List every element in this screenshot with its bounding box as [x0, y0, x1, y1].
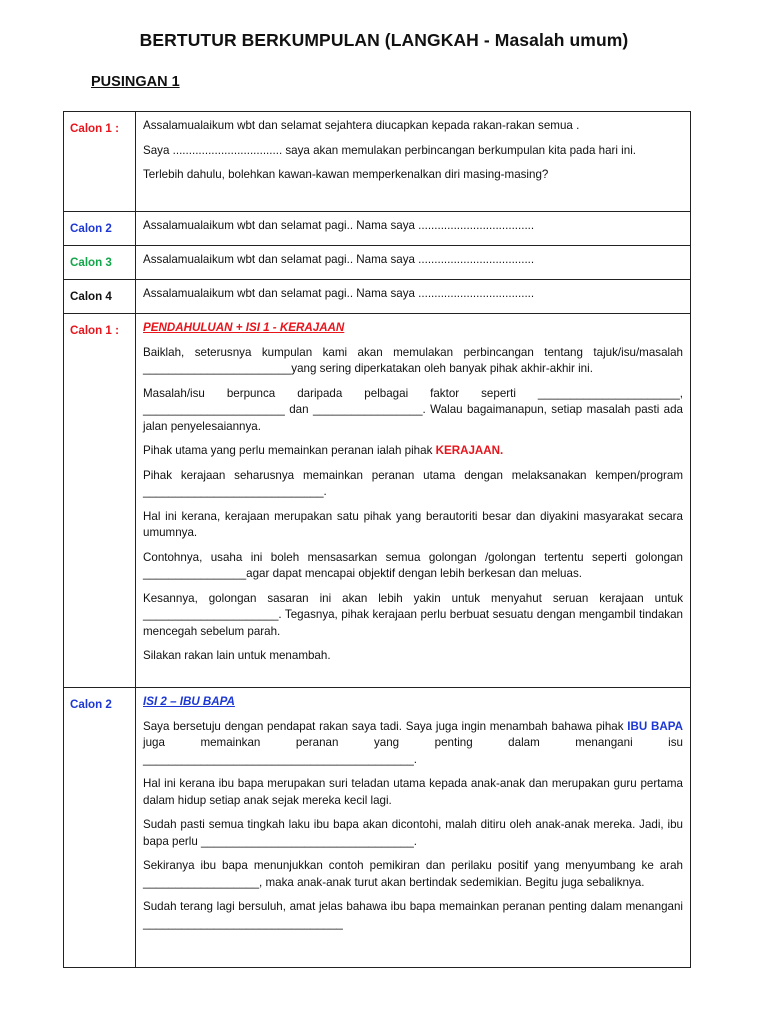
section-heading: ISI 2 – IBU BAPA — [143, 695, 235, 708]
speaker-cell: Calon 3 — [64, 246, 136, 280]
speaker-cell: Calon 2 — [64, 212, 136, 246]
script-paragraph: Assalamualaikum wbt dan selamat pagi.. Nama saya .................................... — [143, 253, 535, 266]
script-paragraph: Assalamualaikum wbt dan selamat sejahtera diucapkan kepada rakan-rakan semua . — [143, 119, 580, 132]
script-paragraph: Terlebih dahulu, bolehkan kawan-kawan memperkenalkan diri masing-masing? — [143, 168, 549, 181]
script-paragraph: Masalah/isu berpunca daripada pelbagai faktor seperti ______________________, ______________________ dan _________________. Walau bagaimanapun, setiap masalah pasti ada jalan penyelesaiannya. — [143, 386, 683, 433]
table-row — [64, 314, 691, 688]
speaker-cell: Calon 1 : — [64, 112, 136, 212]
script-paragraph: Sekiranya ibu bapa menunjukkan contoh pemikiran dan perilaku positif yang menyumbang ke arah __________________, maka anak-anak turut akan bertindak sedemikian. Begitu juga sebaliknya. — [143, 859, 683, 889]
script-paragraph: Assalamualaikum wbt dan selamat pagi.. Nama saya .................................... — [143, 287, 535, 300]
round-heading: PUSINGAN 1 — [91, 74, 180, 90]
table-row — [64, 280, 691, 314]
script-paragraph: Assalamualaikum wbt dan selamat pagi.. Nama saya .................................... — [143, 219, 535, 232]
script-paragraph: Kesannya, golongan sasaran ini akan lebih yakin untuk menyahut seruan kerajaan untuk _____________________. Tegasnya, pihak kerajaan perlu berbuat sesuatu dengan mengambil tindakan mencegah sebelum parah. — [143, 591, 683, 638]
speaker-cell: Calon 1 : — [64, 314, 136, 688]
script-paragraph: Sudah pasti semua tingkah laku ibu bapa akan dicontohi, malah ditiru oleh anak-anak mereka. Jadi, ibu bapa perlu _________________________________. — [143, 818, 683, 848]
speaker-cell: Calon 2 — [64, 688, 136, 968]
speaker-cell: Calon 4 — [64, 280, 136, 314]
table-row — [64, 246, 691, 280]
section-heading: PENDAHULUAN + ISI 1 - KERAJAAN — [143, 321, 345, 334]
script-paragraph: Hal ini kerana ibu bapa merupakan suri teladan utama kepada anak-anak dan merupakan guru pertama dalam hidup setiap anak sejak mereka kecil lagi. — [143, 777, 683, 807]
table-row — [64, 112, 691, 212]
script-cell — [136, 280, 691, 314]
paragraph-text: juga memainkan peranan yang penting dalam menangani isu __________________________________________. — [143, 736, 683, 766]
script-paragraph: Baiklah, seterusnya kumpulan kami akan memulakan perbincangan tentang tajuk/isu/masalah _______________________yang sering diperkatakan oleh banyak pihak akhir-akhir ini. — [143, 345, 683, 375]
paragraph-text: Pihak utama yang perlu memainkan peranan ialah pihak — [143, 444, 436, 457]
discussion-table — [63, 111, 691, 968]
script-cell — [136, 212, 691, 246]
highlight-keyword: IBU BAPA — [627, 719, 683, 733]
page-title: BERTUTUR BERKUMPULAN (LANGKAH - Masalah umum) — [139, 30, 629, 50]
highlight-keyword: KERAJAAN. — [435, 444, 504, 457]
table-row — [64, 688, 691, 968]
script-paragraph: Sudah terang lagi bersuluh, amat jelas bahawa ibu bapa memainkan peranan penting dalam menangani _______________________________ — [143, 900, 683, 930]
script-paragraph: Hal ini kerana, kerajaan merupakan satu pihak yang berautoriti besar dan diyakini masyarakat secara umumnya. — [143, 509, 683, 539]
script-paragraph: Contohnya, usaha ini boleh mensasarkan semua golongan /golongan tertentu seperti golongan ________________agar dapat mencapai objektif dengan lebih berkesan dan meluas. — [143, 550, 683, 580]
script-cell — [136, 246, 691, 280]
script-paragraph: Silakan rakan lain untuk menambah. — [143, 649, 331, 662]
script-paragraph — [143, 443, 683, 460]
script-cell — [136, 688, 691, 968]
script-cell — [136, 112, 691, 212]
paragraph-text: Saya bersetuju dengan pendapat rakan saya tadi. Saya juga ingin menambah bahawa pihak — [143, 719, 628, 733]
script-paragraph: Pihak kerajaan seharusnya memainkan peranan utama dengan melaksanakan kempen/program ____________________________. — [143, 468, 683, 498]
script-paragraph: Saya .................................. saya akan memulakan perbincangan berkumpulan kita pada hari ini. — [143, 143, 636, 157]
script-cell — [136, 314, 691, 688]
script-paragraph — [143, 719, 683, 769]
table-row — [64, 212, 691, 246]
